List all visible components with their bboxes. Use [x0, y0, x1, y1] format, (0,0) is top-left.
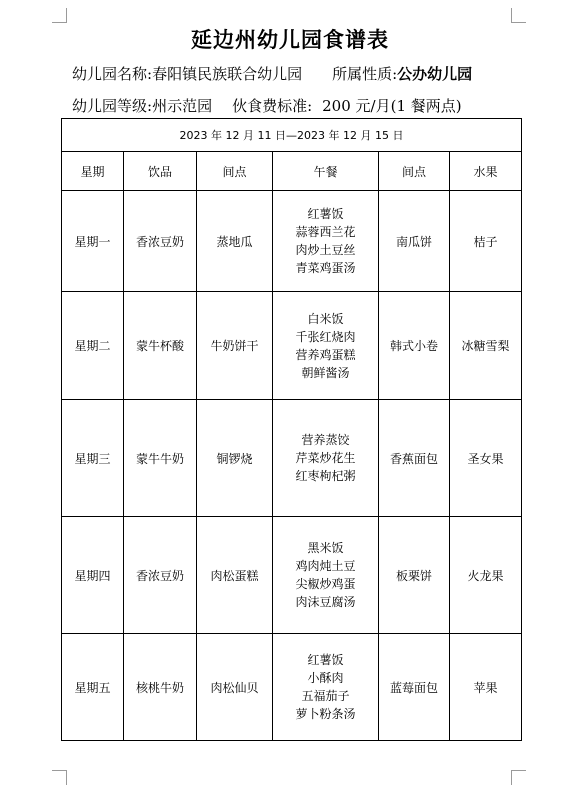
cell-drink: 核桃牛奶	[124, 634, 197, 741]
lunch-item: 肉炒土豆丝	[295, 243, 356, 257]
cell-lunch	[273, 400, 379, 517]
cell-day: 星期四	[62, 517, 124, 634]
lunch-item: 青菜鸡蛋汤	[295, 261, 356, 275]
lunch-item: 营养鸡蛋糕	[295, 347, 356, 362]
cell-fruit: 桔子	[450, 191, 522, 292]
cell-snack-morning: 肉松仙贝	[197, 634, 273, 741]
cell-day: 星期一	[62, 191, 124, 292]
corner-mark-top-right	[511, 8, 526, 23]
lunch-item: 小酥肉	[307, 671, 344, 685]
nature-label: 所属性质:	[332, 65, 398, 83]
cell-fruit: 冰糖雪梨	[450, 292, 522, 400]
cell-lunch	[273, 191, 379, 292]
cell-snack-afternoon: 板栗饼	[379, 517, 450, 634]
nature-value: 公办幼儿园	[397, 65, 473, 83]
lunch-item: 千张红烧肉	[295, 329, 356, 344]
cell-drink: 蒙牛牛奶	[124, 400, 197, 517]
corner-mark-top-left	[52, 8, 67, 23]
header-fruit: 水果	[450, 152, 522, 191]
table-row	[62, 634, 522, 741]
lunch-item: 五福茄子	[301, 689, 350, 703]
lunch-item: 鸡肉炖土豆	[295, 559, 356, 573]
lunch-item: 红薯饭	[307, 207, 344, 221]
lunch-item: 黑米饭	[307, 541, 344, 555]
info-line-name	[72, 63, 472, 84]
cell-lunch	[273, 634, 379, 741]
header-snack-afternoon: 间点	[379, 152, 450, 191]
cell-lunch	[273, 292, 379, 400]
date-range: 2023 年 12 月 11 日—2023 年 12 月 15 日	[62, 119, 522, 152]
cell-day: 星期五	[62, 634, 124, 741]
fee-label: 伙食费标准:	[232, 97, 313, 115]
cell-snack-morning: 铜锣烧	[197, 400, 273, 517]
grade-label: 幼儿园等级:	[72, 97, 153, 115]
cell-lunch	[273, 517, 379, 634]
cell-fruit: 圣女果	[450, 400, 522, 517]
lunch-item: 营养蒸饺	[301, 433, 350, 447]
corner-mark-bottom-left	[52, 770, 67, 785]
header-weekday: 星期	[62, 152, 124, 191]
lunch-item: 红薯饭	[307, 653, 344, 667]
cell-snack-afternoon: 南瓜饼	[379, 191, 450, 292]
lunch-item: 朝鲜酱汤	[301, 365, 350, 380]
lunch-item: 蒜蓉西兰花	[295, 225, 356, 239]
menu-table	[61, 118, 522, 741]
cell-day: 星期三	[62, 400, 124, 517]
grade-value: 州示范园	[152, 97, 213, 115]
header-snack-morning: 间点	[197, 152, 273, 191]
cell-snack-morning: 牛奶饼干	[197, 292, 273, 400]
corner-mark-bottom-right	[511, 770, 526, 785]
table-row	[62, 517, 522, 634]
kindergarten-name-label: 幼儿园名称:	[72, 65, 153, 83]
cell-snack-morning: 蒸地瓜	[197, 191, 273, 292]
header-lunch: 午餐	[273, 152, 379, 191]
kindergarten-name-value: 春阳镇民族联合幼儿园	[152, 65, 303, 83]
table-row	[62, 400, 522, 517]
cell-drink: 香浓豆奶	[124, 517, 197, 634]
cell-fruit: 苹果	[450, 634, 522, 741]
date-row	[62, 119, 522, 152]
fee-value: 200 元/月(1 餐两点)	[322, 97, 462, 115]
info-line-grade	[72, 95, 462, 116]
table-row	[62, 191, 522, 292]
lunch-item: 尖椒炒鸡蛋	[295, 577, 356, 591]
table-row	[62, 292, 522, 400]
cell-drink: 蒙牛杯酸	[124, 292, 197, 400]
page-title: 延边州幼儿园食谱表	[191, 27, 389, 52]
header-drink: 饮品	[124, 152, 197, 191]
cell-drink: 香浓豆奶	[124, 191, 197, 292]
cell-snack-afternoon: 香蕉面包	[379, 400, 450, 517]
lunch-item: 肉沫豆腐汤	[295, 595, 356, 609]
cell-snack-afternoon: 蓝莓面包	[379, 634, 450, 741]
cell-snack-morning: 肉松蛋糕	[197, 517, 273, 634]
cell-fruit: 火龙果	[450, 517, 522, 634]
lunch-item: 白米饭	[307, 311, 344, 326]
lunch-item: 芹菜炒花生	[295, 451, 356, 465]
cell-day: 星期二	[62, 292, 124, 400]
lunch-item: 红枣枸杞粥	[295, 469, 356, 483]
lunch-item: 萝卜粉条汤	[295, 707, 356, 721]
header-row	[62, 152, 522, 191]
cell-snack-afternoon: 韩式小卷	[379, 292, 450, 400]
